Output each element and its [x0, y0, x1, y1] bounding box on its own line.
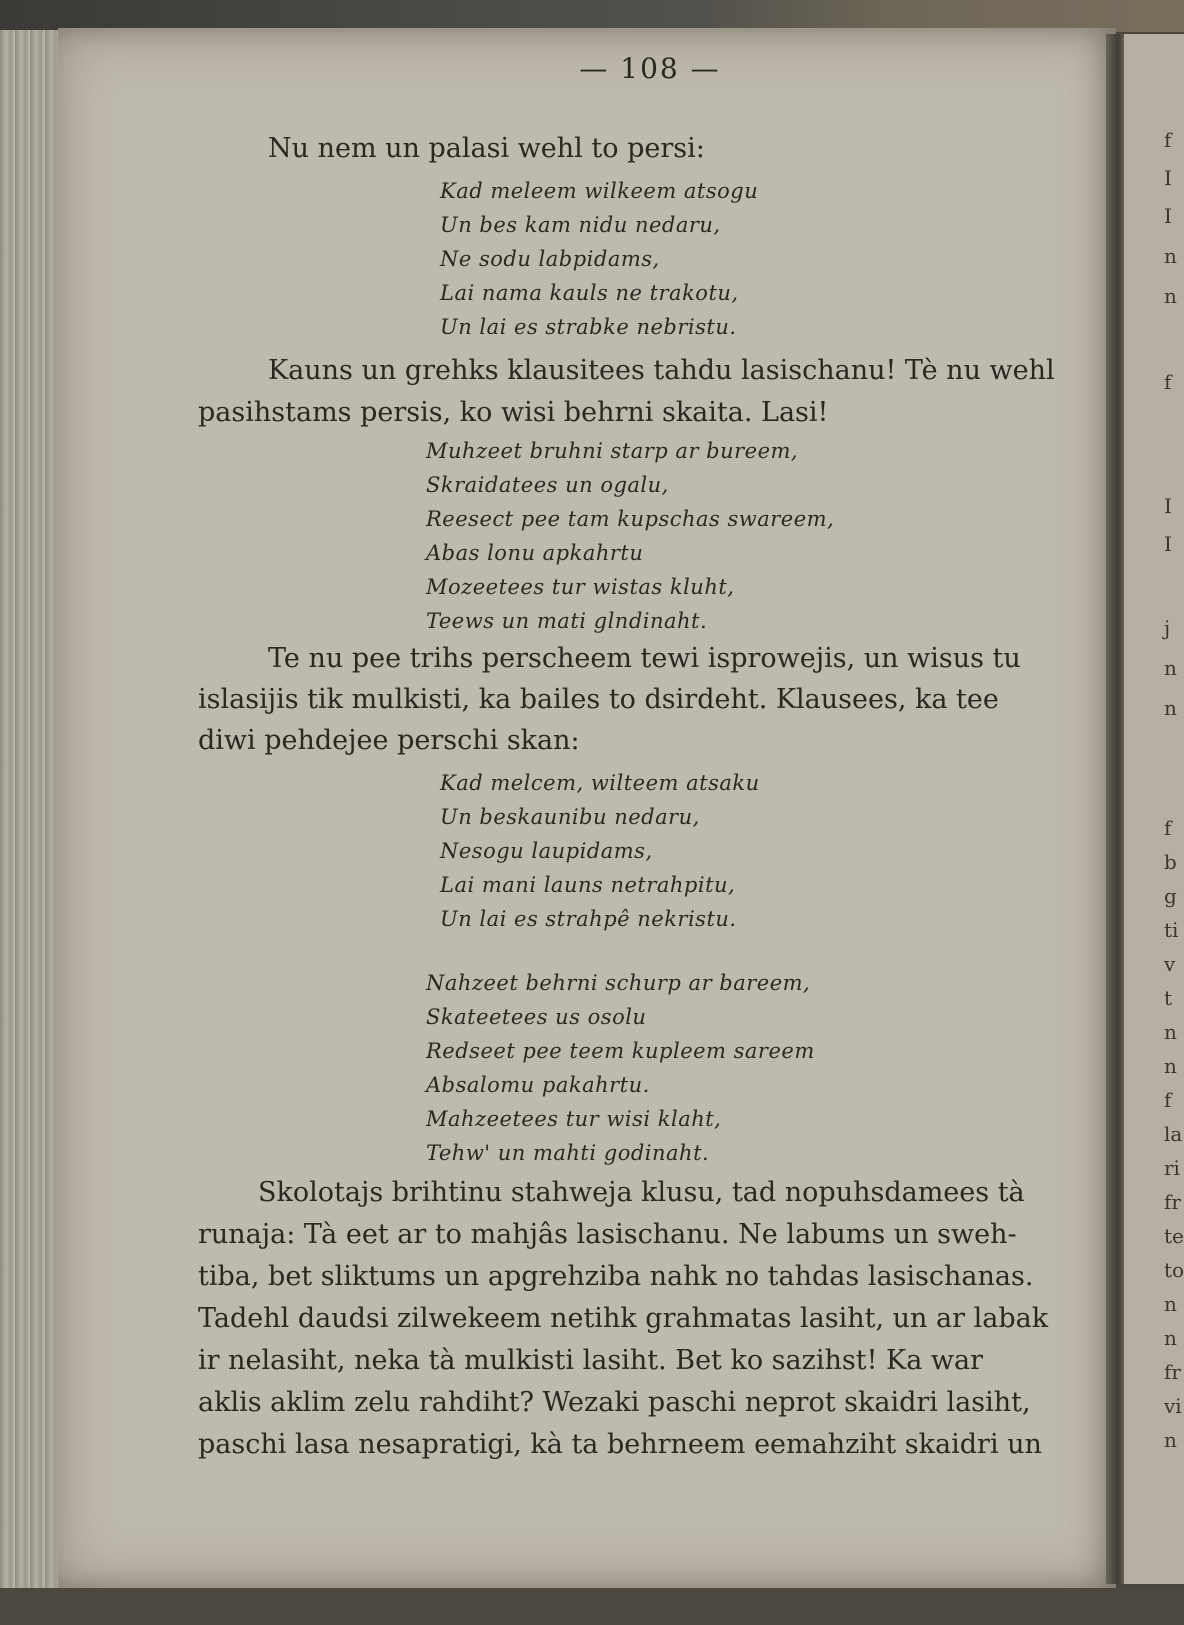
verse-line: Absalomu pakahrtu.: [426, 1073, 650, 1097]
book-gutter: [1106, 34, 1126, 1584]
facing-page-fragment: n: [1164, 1054, 1177, 1078]
verse-line: Redseet pee teem kupleem sareem: [426, 1039, 815, 1063]
verse-line: Un lai es strabke nebristu.: [440, 315, 737, 339]
facing-page-fragment: f: [1164, 370, 1172, 394]
paragraph-line: aklis aklim zelu rahdiht? Wezaki paschi neprot skaidri lasiht,: [198, 1387, 1031, 1418]
verse-line: Un bes kam nidu nedaru,: [440, 213, 721, 237]
facing-page-fragment: n: [1164, 656, 1177, 680]
facing-page-fragment: b: [1164, 850, 1177, 874]
verse-line: Nahzeet behrni schurp ar bareem,: [426, 971, 811, 995]
verse-line: Un beskaunibu nedaru,: [440, 805, 700, 829]
facing-page-fragment: n: [1164, 1292, 1177, 1316]
verse-line: Mozeetees tur wistas kluht,: [426, 575, 735, 599]
facing-page-fragment: n: [1164, 1020, 1177, 1044]
paragraph-line: tiba, bet sliktums un apgrehziba nahk no tahdas lasischanas.: [198, 1261, 1034, 1292]
paragraph-line: Skolotajs brihtinu stahweja klusu, tad nopuhsdamees tà: [258, 1177, 1025, 1208]
verse-line: Un lai es strahpê nekristu.: [440, 907, 737, 931]
facing-page-fragment: j: [1164, 616, 1171, 640]
verse-line: Lai mani launs netrahpitu,: [440, 873, 736, 897]
paragraph-line: Kauns un grehks klausitees tahdu lasischanu! Tè nu wehl: [268, 355, 1055, 386]
verse-line: Teews un mati glndinaht.: [426, 609, 708, 633]
paragraph-line: runaja: Tà eet ar to mahjâs lasischanu. Ne labums un sweh-: [198, 1219, 1017, 1250]
paragraph-line: Nu nem un palasi wehl to persi:: [268, 133, 705, 164]
facing-page-fragment: n: [1164, 696, 1177, 720]
paragraph-line: Tadehl daudsi zilwekeem netihk grahmatas lasiht, un ar labak: [198, 1303, 1049, 1334]
verse-line: Mahzeetees tur wisi klaht,: [426, 1107, 722, 1131]
facing-page-fragment: vi: [1164, 1394, 1182, 1418]
background-edge-bottom: [0, 1588, 1184, 1625]
facing-page-fragment: f: [1164, 1088, 1172, 1112]
facing-page-fragment: f: [1164, 128, 1172, 152]
verse-line: Abas lonu apkahrtu: [426, 541, 644, 565]
facing-page-fragment: te: [1164, 1224, 1184, 1248]
facing-page-fragment: la: [1164, 1122, 1183, 1146]
paragraph-line: islasijis tik mulkisti, ka bailes to dsirdeht. Klausees, ka tee: [198, 684, 999, 715]
verse-line: Nesogu laupidams,: [440, 839, 653, 863]
facing-page-fragment: ti: [1164, 918, 1179, 942]
paragraph-line: diwi pehdejee perschi skan:: [198, 725, 580, 756]
verse-line: Ne sodu labpidams,: [440, 247, 660, 271]
verse-line: Tehw' un mahti godinaht.: [426, 1141, 710, 1165]
facing-page-fragment: I: [1164, 532, 1172, 556]
facing-page-fragment: n: [1164, 1326, 1177, 1350]
facing-page-fragment: g: [1164, 884, 1177, 908]
facing-page-fragment: ri: [1164, 1156, 1180, 1180]
verse-line: Reesect pee tam kupschas swareem,: [426, 507, 835, 531]
paragraph-line: Te nu pee trihs perscheem tewi isprowejis, un wisus tu: [268, 643, 1021, 674]
facing-page-fragment: f: [1164, 816, 1172, 840]
facing-page-fragment: to: [1164, 1258, 1184, 1282]
verse-line: Kad meleem wilkeem atsogu: [440, 179, 759, 203]
page-number: — 108 —: [579, 52, 721, 85]
verse-line: Muhzeet bruhni starp ar bureem,: [426, 439, 799, 463]
verse-line: Skateetees us osolu: [426, 1005, 647, 1029]
paragraph-line: ir nelasiht, neka tà mulkisti lasiht. Bet ko sazihst! Ka war: [198, 1345, 983, 1376]
paragraph-line: pasihstams persis, ko wisi behrni skaita. Lasi!: [198, 397, 829, 428]
paragraph-line: paschi lasa nesapratigi, kà ta behrneem eemahziht skaidri un: [198, 1429, 1042, 1460]
facing-page-fragment: n: [1164, 1428, 1177, 1452]
verse-line: Skraidatees un ogalu,: [426, 473, 669, 497]
verse-line: Kad melcem, wilteem atsaku: [440, 771, 760, 795]
facing-page-fragment: t: [1164, 986, 1173, 1010]
facing-page-fragment: n: [1164, 284, 1177, 308]
facing-page-fragment: fr: [1164, 1190, 1181, 1214]
facing-page-fragment: I: [1164, 204, 1172, 228]
facing-page-fragment: I: [1164, 166, 1172, 190]
verse-line: Lai nama kauls ne trakotu,: [440, 281, 739, 305]
facing-page-fragment: v: [1164, 952, 1176, 976]
facing-page-fragment: n: [1164, 244, 1177, 268]
facing-page-fragment: I: [1164, 494, 1172, 518]
facing-page-fragment: fr: [1164, 1360, 1181, 1384]
